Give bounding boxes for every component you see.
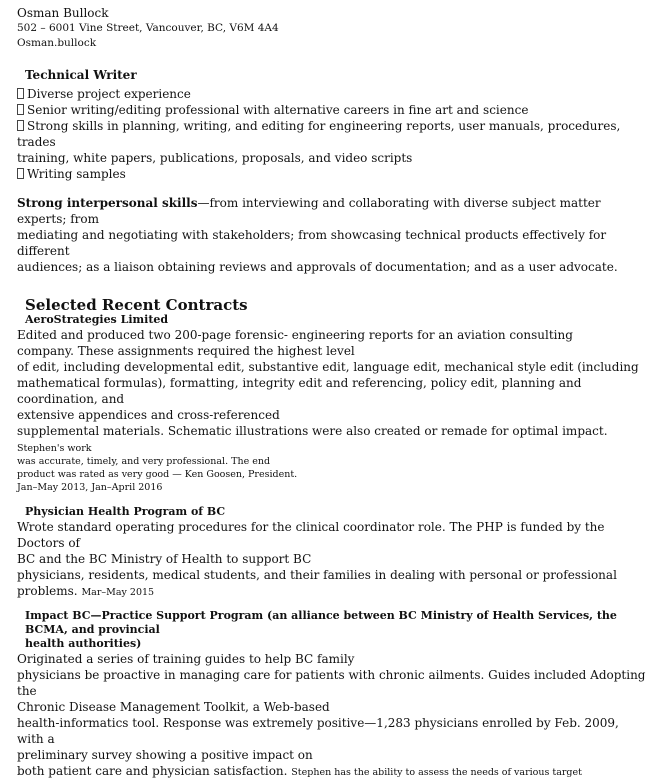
bullet-box-icon [17, 88, 24, 99]
contract-description: Edited and produced two 200-page forensic- engineering reports for an aviation consulting company. These assignments required the highest level of edit, including developmental edit, substantive edit, language edit, mechanical style edit (including mathematical formulas), formatting, integrity edit and referencing, policy edit, planning and coordination, and extensive appendices and cross-referenced supplemental materials. Schematic illustrations were also created or remade for optimal impact. Stephen's work was accurate, timely, and very professional. The end product was rated as very good — Ken Goosen, President. [17, 328, 639, 480]
contract-dates: Mar–May 2015 [81, 587, 155, 598]
contact-address: 502 – 6001 Vine Street, Vancouver, BC, V6M 4A4 [17, 22, 279, 34]
writing-samples-text: Writing samples [27, 167, 126, 181]
contract-entry [17, 609, 647, 779]
contract-description: Originated a series of training guides to help BC family physicians be proactive in managing care for patients with chronic ailments. Guides included Adopting the Chronic Disease Management Toolkit, a Web-based health-informatics tool. Response was extremely positive—1,283 physicians enrolled by Feb. 2009, with a preliminary survey showing a positive impact on both patient care and physician satisfaction. Stephen has the ability to assess the needs of various target [17, 652, 646, 778]
section-title-technical-writer: Technical Writer [25, 68, 137, 82]
bullet-continuation: training, white papers, publications, proposals, and video scripts [17, 151, 413, 165]
contact-name: Osman Bullock [17, 6, 109, 20]
interpersonal-lead: Strong interpersonal skills [17, 196, 198, 210]
bullet-item: Strong skills in planning, writing, and editing for engineering reports, user manuals, procedures, trades [17, 119, 621, 149]
contact-email: Osman.bullock [17, 37, 97, 49]
technical-writer-bullets [17, 86, 647, 182]
bullet-item: Diverse project experience [17, 86, 647, 102]
interpersonal-paragraph: Strong interpersonal skills—from interviewing and collaborating with diverse subject matter experts; from mediating and negotiating with stakeholders; from showcasing technical products effectively for different audiences; as a liaison obtaining reviews and approvals of documentation; and as a user advocate. [17, 196, 618, 274]
bullet-item [17, 166, 647, 182]
section-title-contracts: Selected Recent Contracts [25, 296, 248, 314]
contract-name: AeroStrategies Limited [25, 313, 169, 326]
bullet-box-icon [17, 120, 24, 131]
contract-name: Physician Health Program of BC [25, 505, 226, 518]
contract-dates: Jan–May 2013, Jan–April 2016 [17, 482, 163, 493]
contract-name-continued: health authorities) [25, 637, 142, 650]
contract-entry [17, 505, 647, 599]
bullet-box-icon [17, 168, 24, 179]
contact-block [17, 6, 647, 51]
bullet-item: Senior writing/editing professional with alternative careers in fine art and science [17, 102, 647, 118]
bullet-box-icon [17, 104, 24, 115]
contract-entry [17, 313, 647, 495]
resume-document [17, 6, 647, 779]
contract-name: Impact BC—Practice Support Program (an alliance between BC Ministry of Health Services, the BCMA, and provincial [25, 609, 617, 636]
contract-description: Wrote standard operating procedures for the clinical coordinator role. The PHP is funded by the Doctors of BC and the BC Ministry of Health to support BC physicians, residents, medical students, and their families in dealing with personal or professional problems. Mar–May 2015 [17, 520, 617, 598]
